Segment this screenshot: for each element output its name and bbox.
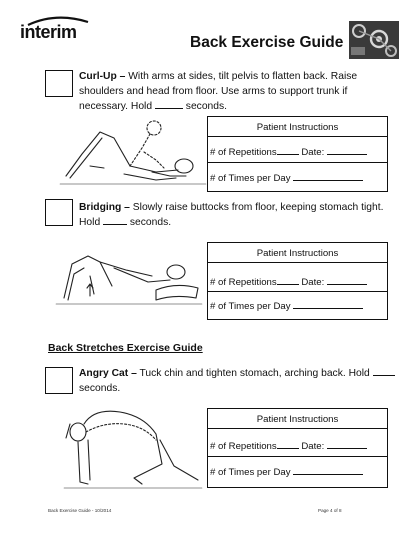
instructions-heading: Patient Instructions	[256, 414, 339, 425]
company-logo: interim	[20, 22, 77, 42]
bridging-checkbox[interactable]	[45, 199, 73, 226]
times-per-day-line: # of Times per Day	[210, 465, 363, 478]
page-title: Back Exercise Guide	[190, 34, 344, 51]
footer-page-number: Page 4 of 8	[318, 508, 342, 513]
footer-left: Back Exercise Guide - 10/2014	[48, 508, 112, 513]
gears-icon	[349, 21, 399, 59]
instructions-heading: Patient Instructions	[256, 248, 339, 259]
curl-up-instructions-box	[207, 116, 388, 192]
bridging-illustration	[56, 246, 206, 310]
bridging-instructions-box	[207, 242, 388, 320]
bridging-description: Bridging – Slowly raise buttocks from floor, keeping stomach tight. Hold seconds.	[79, 202, 384, 229]
curl-up-checkbox[interactable]	[45, 70, 73, 97]
instructions-heading: Patient Instructions	[256, 122, 339, 133]
stretches-section-heading: Back Stretches Exercise Guide	[48, 342, 203, 354]
reps-date-line: # of Repetitions Date:	[210, 439, 367, 452]
reps-date-line: # of Repetitions Date:	[210, 275, 367, 288]
angry-cat-instructions-box	[207, 408, 388, 488]
times-per-day-line: # of Times per Day	[210, 171, 363, 184]
times-per-day-line: # of Times per Day	[210, 299, 363, 312]
curl-up-illustration	[60, 118, 210, 190]
angry-cat-illustration	[64, 404, 204, 494]
angry-cat-description: Angry Cat – Tuck chin and tighten stomach, arching back. Hold seconds.	[79, 366, 409, 396]
angry-cat-checkbox[interactable]	[45, 367, 73, 394]
reps-date-line: # of Repetitions Date:	[210, 145, 367, 158]
curl-up-description: Curl-Up – With arms at sides, tilt pelvis to flatten back. Raise shoulders and head from floor. Use arms to support trunk if necessary. Hold seconds.	[79, 71, 358, 113]
